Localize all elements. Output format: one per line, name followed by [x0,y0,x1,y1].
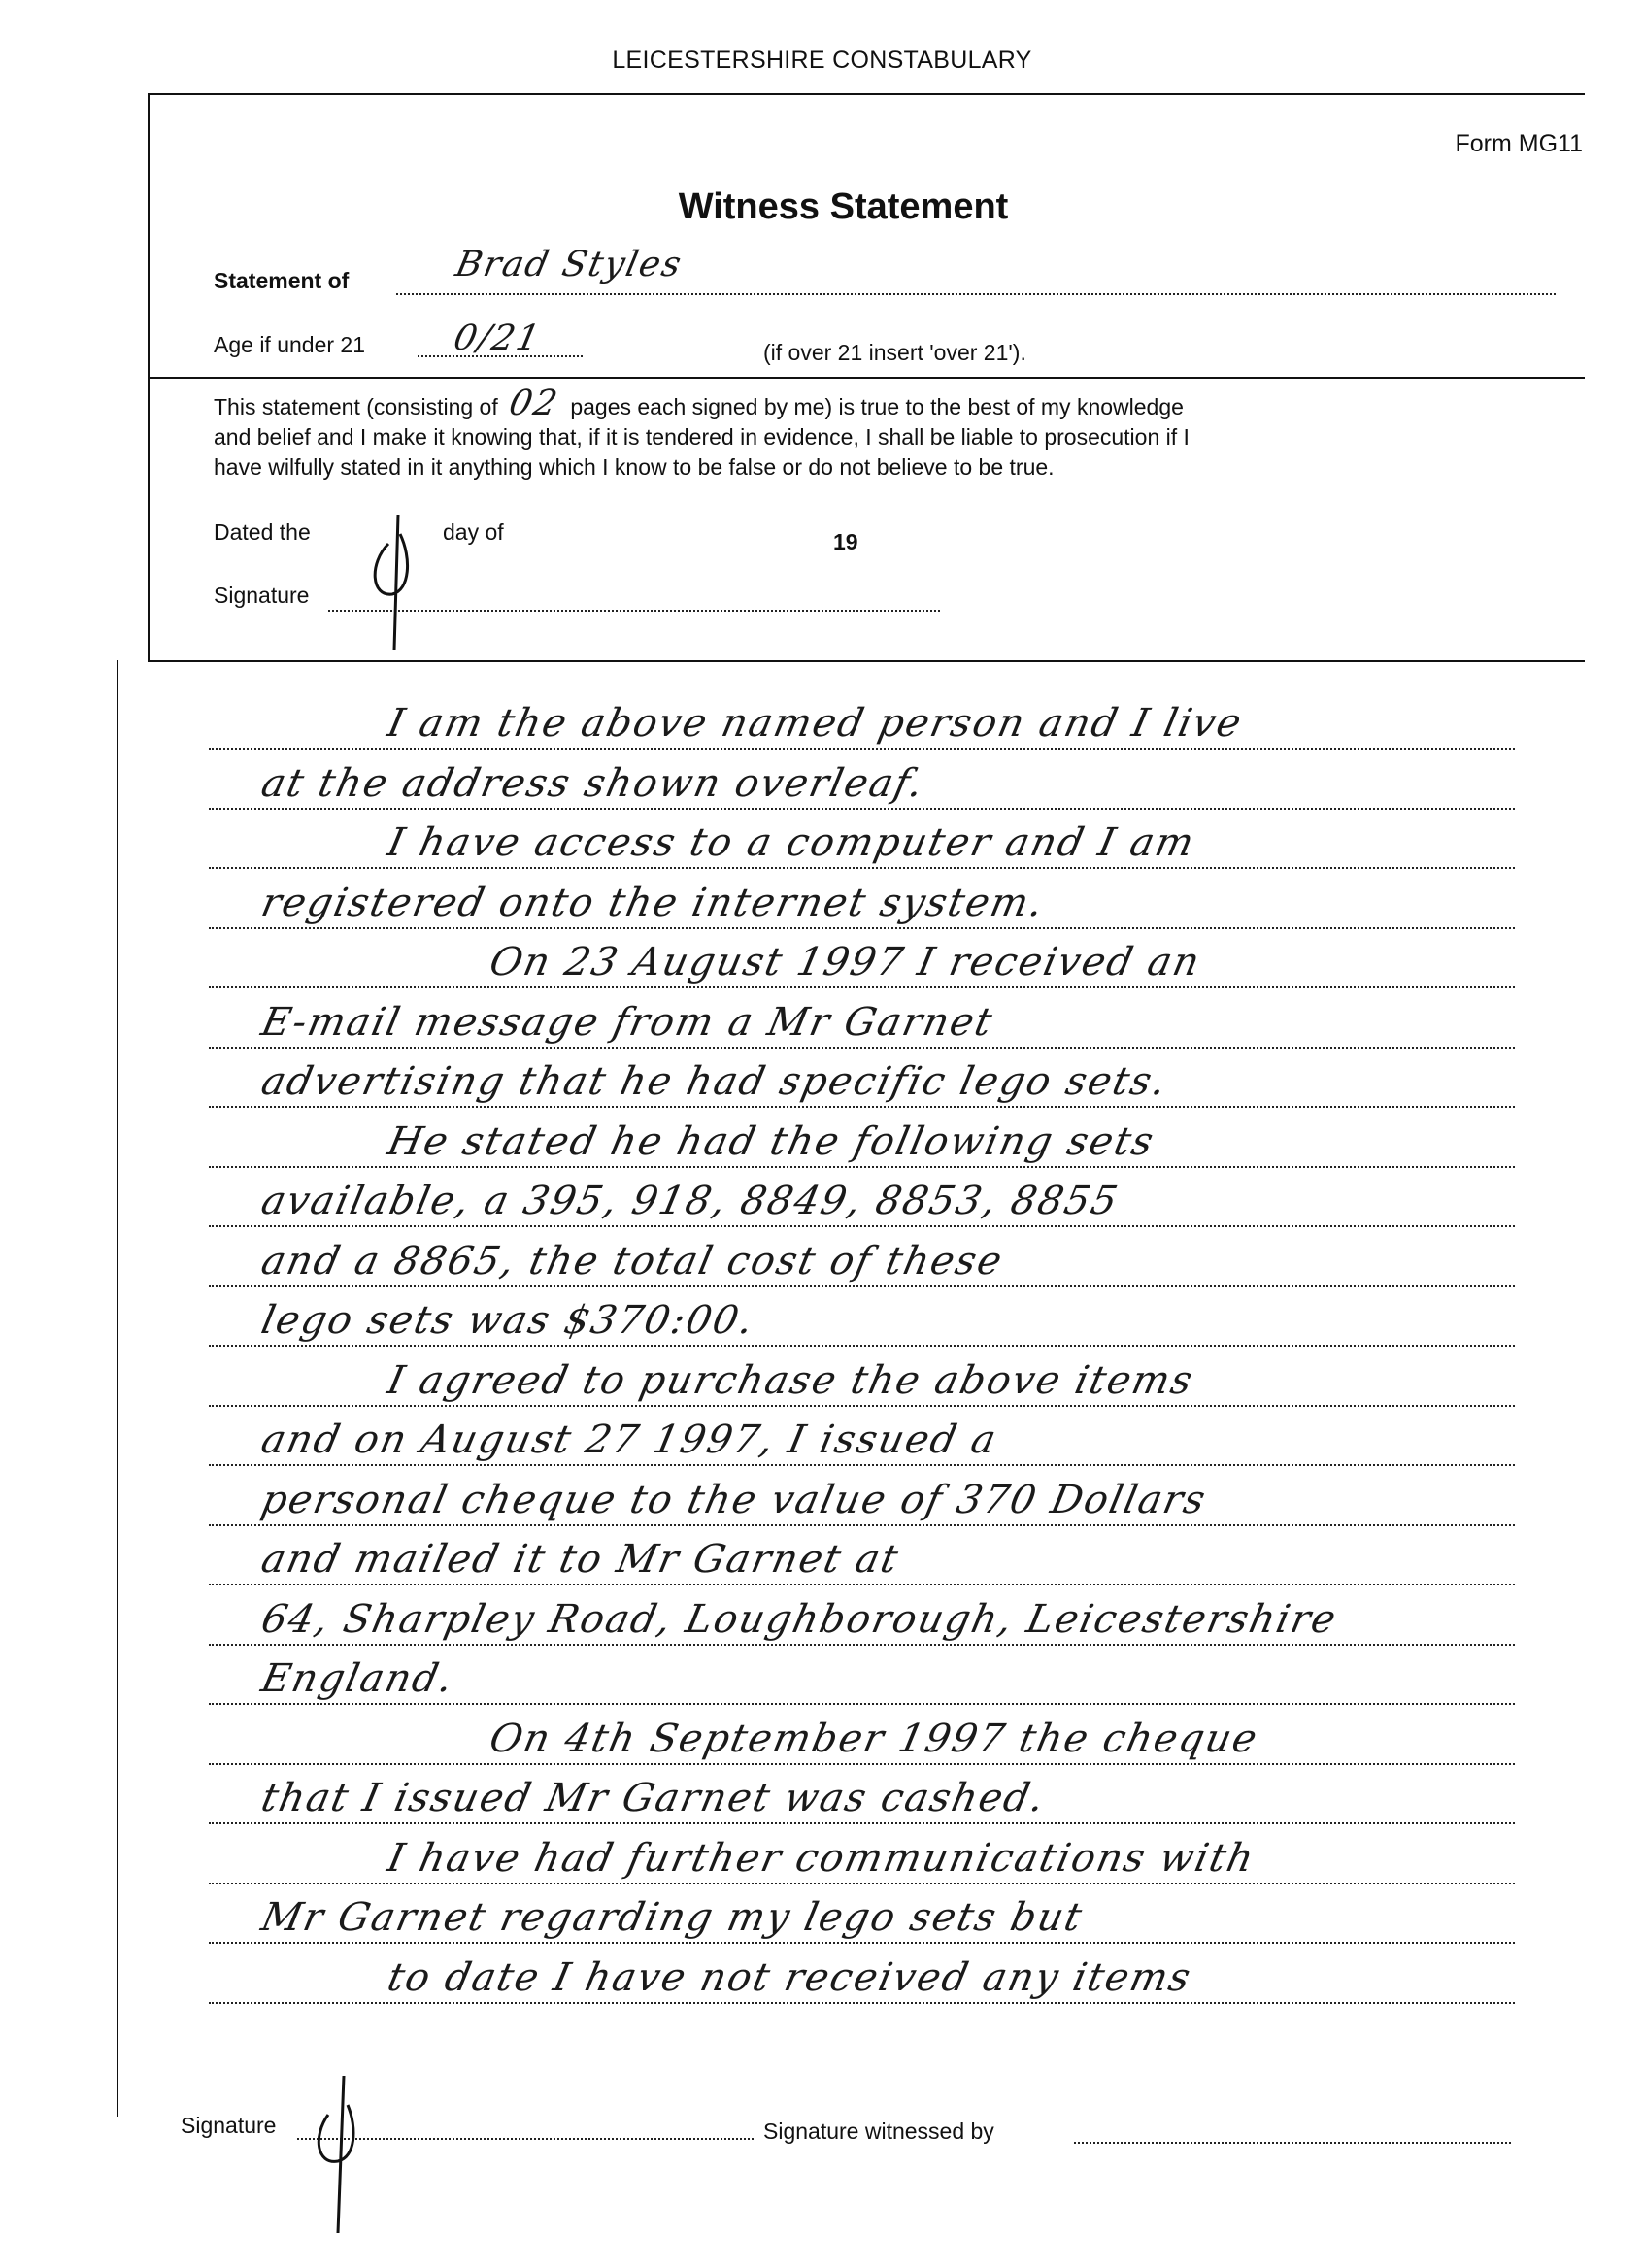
declaration-text [214,384,1505,483]
dated-label: Dated the [214,519,311,545]
statement-line: lego sets was $370:00. [257,1298,759,1343]
age-value[interactable]: 0/21 [450,318,546,358]
year-prefix: 19 [833,529,858,554]
statement-line: I agreed to purchase the above items [384,1357,1198,1403]
statement-line: and a 8865, the total cost of these [257,1238,1008,1284]
declaration-line2: and belief and I make it knowing that, if it is tendered in evidence, I shall be liable to prosecution if I [214,424,1190,450]
statement-line: at the address shown overleaf. [257,760,929,806]
statement-line-rule [209,1703,1515,1705]
form-id: Form MG11 [1455,130,1583,157]
statement-line-rule [209,1584,1515,1585]
signature-witnessed-label: Signature witnessed by [763,2118,994,2144]
statement-line-rule [209,808,1515,810]
statement-line: and on August 27 1997, I issued a [257,1418,1002,1462]
statement-line-rule [209,1464,1515,1466]
footer-signature-label: Signature [181,2113,277,2138]
statement-line: I am the above named person and I live [384,701,1247,746]
statement-line: E-mail message from a Mr Garnet [257,999,998,1045]
statement-line-rule [209,1822,1515,1824]
statement-of-value[interactable]: Brad Styles [452,245,687,284]
pages-count-value[interactable]: 02 [505,384,563,423]
statement-line: England. [257,1656,459,1701]
statement-line-rule [209,867,1515,869]
statement-line-rule [209,1883,1515,1884]
declaration-line1b: pages each signed by me) is true to the best of my knowledge [570,394,1184,419]
section-rule-1 [148,377,1585,379]
frame-top-rule [148,93,1585,95]
footer-signature-mark [311,2068,388,2243]
age-note: (if over 21 insert 'over 21'). [763,340,1026,365]
statement-line-rule [209,986,1515,988]
statement-line-rule [209,1047,1515,1049]
statement-line-rule [209,1345,1515,1347]
statement-line: On 23 August 1997 I received an [486,940,1205,984]
statement-line-rule [209,1644,1515,1646]
signature-mark [359,505,437,660]
statement-line-rule [209,1225,1515,1227]
statement-line: I have had further communications with [384,1835,1259,1881]
section-rule-2 [148,660,1585,662]
statement-line: available, a 395, 918, 8849, 8853, 8855 [257,1179,1124,1223]
statement-line: and mailed it to Mr Garnet at [257,1537,904,1582]
statement-line-rule [209,1405,1515,1407]
statement-line: He stated he had the following sets [384,1118,1159,1164]
statement-line: registered onto the internet system. [257,880,1050,925]
day-of-label: day of [443,519,504,545]
statement-of-line [396,293,1556,295]
organisation-header: LEICESTERSHIRE CONSTABULARY [612,47,1032,74]
statement-line: personal cheque to the value of 370 Dollars [257,1477,1211,1522]
statement-line-rule [209,1763,1515,1765]
statement-line-rule [209,1106,1515,1108]
statement-line: to date I have not received any items [384,1954,1196,2000]
page-title: Witness Statement [678,186,1009,227]
declaration-line3: have wilfully stated in it anything which I know to be false or do not believe to be true. [214,454,1055,480]
frame-left-rule-lower [117,660,118,2117]
statement-line: that I issued Mr Garnet was cashed. [257,1776,1051,1820]
statement-line: Mr Garnet regarding my lego sets but [257,1895,1088,1940]
statement-line-rule [209,2002,1515,2004]
statement-line-rule [209,748,1515,750]
signature-label: Signature [214,583,310,608]
statement-line: On 4th September 1997 the cheque [486,1716,1263,1761]
statement-line: I have access to a computer and I am [384,820,1200,865]
statement-line: advertising that he had specific lego sets. [257,1059,1172,1104]
statement-line-rule [209,927,1515,929]
age-label: Age if under 21 [214,332,366,357]
witness-signature-line [1074,2142,1511,2144]
statement-line-rule [209,1524,1515,1526]
statement-line-rule [209,1942,1515,1944]
statement-line: 64, Sharpley Road, Loughborough, Leicestershire [257,1596,1342,1642]
statement-of-label: Statement of [214,268,350,293]
declaration-line1: This statement (consisting of [214,394,498,419]
statement-line-rule [209,1285,1515,1287]
statement-line-rule [209,1166,1515,1168]
